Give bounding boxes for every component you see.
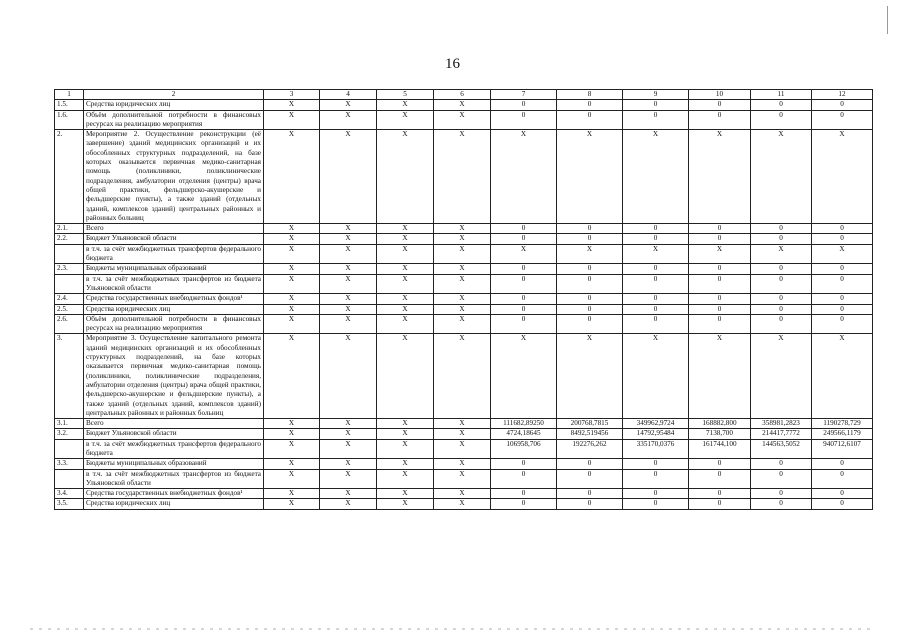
value-cell: 940712,6107 <box>812 439 873 459</box>
table-row <box>55 244 873 264</box>
value-cell: X <box>689 130 751 224</box>
row-number-cell: 2.4. <box>55 294 84 304</box>
row-name-cell: в т.ч. за счёт межбюджетных трансфертов из бюджета Ульяновской области <box>84 469 264 489</box>
value-cell: 0 <box>751 224 812 234</box>
value-cell: X <box>264 439 320 459</box>
value-cell: X <box>320 294 377 304</box>
value-cell: 0 <box>557 294 623 304</box>
table-row <box>55 234 873 244</box>
value-cell: X <box>377 130 434 224</box>
value-cell: 0 <box>623 110 689 130</box>
value-cell: 0 <box>812 224 873 234</box>
column-number-cell: 8 <box>557 90 623 100</box>
value-cell: X <box>377 419 434 429</box>
column-number-cell: 10 <box>689 90 751 100</box>
value-cell: 161744,100 <box>689 439 751 459</box>
value-cell: X <box>377 469 434 489</box>
value-cell: X <box>377 234 434 244</box>
row-name-cell: Бюджет Ульяновской области <box>84 429 264 439</box>
value-cell: X <box>751 244 812 264</box>
value-cell: X <box>434 429 491 439</box>
value-cell: X <box>491 244 557 264</box>
row-name-cell: Средства юридических лиц <box>84 100 264 110</box>
value-cell: X <box>264 224 320 234</box>
value-cell: 358981,2823 <box>751 419 812 429</box>
column-number-cell: 5 <box>377 90 434 100</box>
value-cell: 0 <box>812 264 873 274</box>
value-cell: 0 <box>623 499 689 509</box>
value-cell: 7138,700 <box>689 429 751 439</box>
value-cell: 0 <box>491 224 557 234</box>
row-number-cell: 3.4. <box>55 489 84 499</box>
value-cell: X <box>264 314 320 334</box>
value-cell: X <box>434 234 491 244</box>
value-cell: 0 <box>751 314 812 334</box>
value-cell: X <box>377 110 434 130</box>
row-number-cell <box>55 439 84 459</box>
value-cell: X <box>377 439 434 459</box>
row-name-cell: Всего <box>84 224 264 234</box>
value-cell: X <box>320 459 377 469</box>
value-cell: X <box>751 334 812 419</box>
value-cell: X <box>434 469 491 489</box>
value-cell: 335170,0376 <box>623 439 689 459</box>
value-cell: X <box>377 334 434 419</box>
row-number-cell: 2.3. <box>55 264 84 274</box>
value-cell: X <box>557 334 623 419</box>
value-cell: X <box>264 499 320 509</box>
value-cell: 0 <box>751 294 812 304</box>
row-number-cell: 3.1. <box>55 419 84 429</box>
value-cell: 0 <box>491 294 557 304</box>
value-cell: 192276,262 <box>557 439 623 459</box>
value-cell: 0 <box>751 459 812 469</box>
table-row <box>55 224 873 234</box>
value-cell: 0 <box>751 100 812 110</box>
value-cell: X <box>264 429 320 439</box>
value-cell: 0 <box>812 459 873 469</box>
table-row <box>55 130 873 224</box>
value-cell: 0 <box>623 264 689 274</box>
value-cell: X <box>434 274 491 294</box>
row-number-cell <box>55 469 84 489</box>
value-cell: 0 <box>751 234 812 244</box>
value-cell: 0 <box>491 100 557 110</box>
value-cell: 0 <box>751 499 812 509</box>
value-cell: 0 <box>751 489 812 499</box>
value-cell: 0 <box>557 100 623 110</box>
table-row <box>55 334 873 419</box>
row-number-cell: 2.6. <box>55 314 84 334</box>
value-cell: 0 <box>689 234 751 244</box>
value-cell: 0 <box>623 469 689 489</box>
value-cell: X <box>434 314 491 334</box>
table-row <box>55 419 873 429</box>
row-name-cell: Мероприятие 2. Осуществление реконструкции (её завершение) зданий медицинских организаций и их обособленных структурных подразделений, на базе которых оказывается первичная медико-санитарная помощь (поликлиники, поликлинические подразделения, амбулатории отделения (центры) врача общей практики, фельдшерско-акушерские и фельдшерские пункты), а также зданий (отдельных зданий, комплексов зданий) центральных районных и районных больниц <box>84 130 264 224</box>
row-name-cell: в т.ч. за счёт межбюджетных трансфертов федерального бюджета <box>84 244 264 264</box>
page-number: 16 <box>445 56 460 72</box>
value-cell: 0 <box>491 459 557 469</box>
row-name-cell: Мероприятие 3. Осуществление капитального ремонта зданий медицинских организаций и их обособленных структурных подразделений, на базе которых оказывается первичная медико-санитарная помощь (поликлиники, поликлинические подразделения, амбулатории отделения (центры) врача общей практики, фельдшерско-акушерские и фельдшерские пункты), а также зданий (отдельных зданий, комплексов зданий) центральных районных и районных больниц <box>84 334 264 419</box>
value-cell: 111682,89250 <box>491 419 557 429</box>
value-cell: X <box>320 274 377 294</box>
value-cell: X <box>812 244 873 264</box>
value-cell: 0 <box>557 314 623 334</box>
value-cell: X <box>320 314 377 334</box>
value-cell: X <box>264 419 320 429</box>
value-cell: X <box>623 334 689 419</box>
value-cell: X <box>264 234 320 244</box>
column-number-cell: 12 <box>812 90 873 100</box>
value-cell: 0 <box>491 469 557 489</box>
value-cell: X <box>623 130 689 224</box>
value-cell: 0 <box>812 110 873 130</box>
column-number-cell: 11 <box>751 90 812 100</box>
value-cell: 0 <box>812 274 873 294</box>
value-cell: X <box>434 334 491 419</box>
value-cell: X <box>812 130 873 224</box>
value-cell: X <box>434 499 491 509</box>
value-cell: X <box>434 294 491 304</box>
value-cell: X <box>557 244 623 264</box>
value-cell: 0 <box>812 304 873 314</box>
value-cell: 0 <box>751 264 812 274</box>
value-cell: X <box>377 224 434 234</box>
value-cell: 0 <box>623 314 689 334</box>
value-cell: 0 <box>623 224 689 234</box>
value-cell: X <box>264 274 320 294</box>
scan-artifact-line <box>30 628 875 630</box>
value-cell: X <box>434 264 491 274</box>
value-cell: 0 <box>623 304 689 314</box>
value-cell: 0 <box>491 110 557 130</box>
value-cell: 168882,800 <box>689 419 751 429</box>
row-name-cell: Средства государственных внебюджетных фондов¹ <box>84 489 264 499</box>
value-cell: X <box>264 110 320 130</box>
row-name-cell: Объём дополнительной потребности в финансовых ресурсах на реализацию мероприятия <box>84 110 264 130</box>
row-number-cell: 1.5. <box>55 100 84 110</box>
value-cell: 0 <box>623 294 689 304</box>
value-cell: 0 <box>557 274 623 294</box>
value-cell: 0 <box>491 304 557 314</box>
value-cell: 0 <box>557 224 623 234</box>
value-cell: X <box>491 130 557 224</box>
value-cell: X <box>434 100 491 110</box>
value-cell: X <box>377 244 434 264</box>
value-cell: X <box>434 224 491 234</box>
value-cell: 0 <box>751 304 812 314</box>
value-cell: 0 <box>557 489 623 499</box>
value-cell: 0 <box>751 274 812 294</box>
row-number-cell <box>55 244 84 264</box>
value-cell: X <box>377 304 434 314</box>
value-cell: X <box>434 110 491 130</box>
value-cell: X <box>434 439 491 459</box>
value-cell: 0 <box>689 489 751 499</box>
row-number-cell: 3. <box>55 334 84 419</box>
value-cell: 214417,7772 <box>751 429 812 439</box>
value-cell: X <box>434 489 491 499</box>
row-name-cell: Бюджеты муниципальных образований <box>84 264 264 274</box>
row-number-cell: 1.6. <box>55 110 84 130</box>
value-cell: X <box>320 110 377 130</box>
row-number-cell: 3.3. <box>55 459 84 469</box>
value-cell: X <box>689 334 751 419</box>
value-cell: 0 <box>812 489 873 499</box>
value-cell: X <box>377 429 434 439</box>
value-cell: 0 <box>689 264 751 274</box>
column-number-cell: 9 <box>623 90 689 100</box>
value-cell: X <box>320 244 377 264</box>
value-cell: 0 <box>623 234 689 244</box>
row-name-cell: Средства государственных внебюджетных фондов¹ <box>84 294 264 304</box>
row-name-cell: Средства юридических лиц <box>84 499 264 509</box>
table-row <box>55 304 873 314</box>
value-cell: X <box>264 130 320 224</box>
table-row <box>55 100 873 110</box>
value-cell: X <box>320 439 377 459</box>
value-cell: X <box>623 244 689 264</box>
value-cell: X <box>434 459 491 469</box>
value-cell: X <box>264 100 320 110</box>
value-cell: X <box>320 224 377 234</box>
value-cell: X <box>689 244 751 264</box>
value-cell: 0 <box>689 294 751 304</box>
row-name-cell: Средства юридических лиц <box>84 304 264 314</box>
row-name-cell: в т.ч. за счёт межбюджетных трансфертов федерального бюджета <box>84 439 264 459</box>
table-row <box>55 459 873 469</box>
value-cell: X <box>264 304 320 314</box>
column-number-cell: 2 <box>84 90 264 100</box>
value-cell: X <box>377 499 434 509</box>
table-row <box>55 439 873 459</box>
value-cell: X <box>812 334 873 419</box>
value-cell: 0 <box>557 304 623 314</box>
value-cell: X <box>320 304 377 314</box>
value-cell: 0 <box>623 489 689 499</box>
row-name-cell: Бюджеты муниципальных образований <box>84 459 264 469</box>
value-cell: 0 <box>557 469 623 489</box>
value-cell: 0 <box>689 100 751 110</box>
value-cell: 144563,5052 <box>751 439 812 459</box>
row-number-cell: 3.5. <box>55 499 84 509</box>
table-row <box>55 264 873 274</box>
value-cell: X <box>377 294 434 304</box>
value-cell: X <box>320 100 377 110</box>
value-cell: X <box>264 264 320 274</box>
table-row <box>55 499 873 509</box>
value-cell: X <box>320 499 377 509</box>
table-row <box>55 274 873 294</box>
value-cell: 0 <box>689 469 751 489</box>
value-cell: 349962,9724 <box>623 419 689 429</box>
value-cell: 0 <box>812 469 873 489</box>
column-number-cell: 3 <box>264 90 320 100</box>
value-cell: X <box>751 130 812 224</box>
value-cell: 0 <box>689 224 751 234</box>
table-row <box>55 469 873 489</box>
value-cell: X <box>377 489 434 499</box>
value-cell: 0 <box>623 459 689 469</box>
value-cell: X <box>320 489 377 499</box>
value-cell: X <box>320 429 377 439</box>
table-row <box>55 314 873 334</box>
value-cell: 0 <box>557 110 623 130</box>
value-cell: 0 <box>491 264 557 274</box>
value-cell: X <box>377 100 434 110</box>
value-cell: 0 <box>689 110 751 130</box>
value-cell: 1190278,729 <box>812 419 873 429</box>
value-cell: X <box>320 469 377 489</box>
value-cell: 4724,18645 <box>491 429 557 439</box>
value-cell: X <box>320 234 377 244</box>
value-cell: 0 <box>689 274 751 294</box>
value-cell: 0 <box>557 459 623 469</box>
column-number-cell: 7 <box>491 90 557 100</box>
value-cell: X <box>434 130 491 224</box>
value-cell: X <box>264 489 320 499</box>
value-cell: 8492,519456 <box>557 429 623 439</box>
value-cell: X <box>264 244 320 264</box>
table-row <box>55 489 873 499</box>
value-cell: 0 <box>812 234 873 244</box>
value-cell: 0 <box>812 499 873 509</box>
column-number-cell: 1 <box>55 90 84 100</box>
value-cell: 0 <box>812 294 873 304</box>
column-number-cell: 4 <box>320 90 377 100</box>
value-cell: X <box>264 294 320 304</box>
value-cell: X <box>264 469 320 489</box>
value-cell: 249566,1179 <box>812 429 873 439</box>
value-cell: 0 <box>491 499 557 509</box>
row-number-cell <box>55 274 84 294</box>
row-number-cell: 2.2. <box>55 234 84 244</box>
value-cell: 0 <box>557 499 623 509</box>
table-row <box>55 294 873 304</box>
table-row <box>55 429 873 439</box>
row-number-cell: 2. <box>55 130 84 224</box>
value-cell: 0 <box>491 234 557 244</box>
table-body <box>55 90 873 510</box>
value-cell: X <box>320 419 377 429</box>
value-cell: X <box>491 334 557 419</box>
value-cell: 0 <box>689 459 751 469</box>
value-cell: X <box>557 130 623 224</box>
value-cell: X <box>264 459 320 469</box>
value-cell: X <box>320 334 377 419</box>
value-cell: 0 <box>689 304 751 314</box>
value-cell: X <box>320 130 377 224</box>
value-cell: X <box>434 244 491 264</box>
scan-edge-mark <box>887 6 891 34</box>
value-cell: 0 <box>812 100 873 110</box>
row-number-cell: 2.5. <box>55 304 84 314</box>
value-cell: X <box>264 334 320 419</box>
row-number-cell: 2.1. <box>55 224 84 234</box>
value-cell: X <box>377 274 434 294</box>
value-cell: 0 <box>491 314 557 334</box>
value-cell: 14792,95484 <box>623 429 689 439</box>
row-name-cell: Всего <box>84 419 264 429</box>
value-cell: X <box>434 419 491 429</box>
value-cell: X <box>377 459 434 469</box>
value-cell: X <box>320 264 377 274</box>
column-number-row <box>55 90 873 100</box>
value-cell: 0 <box>812 314 873 334</box>
financing-table <box>54 89 873 510</box>
value-cell: 0 <box>491 274 557 294</box>
value-cell: 0 <box>491 489 557 499</box>
row-name-cell: в т.ч. за счёт межбюджетных трансфертов из бюджета Ульяновской области <box>84 274 264 294</box>
value-cell: 106958,706 <box>491 439 557 459</box>
row-name-cell: Объём дополнительной потребности в финансовых ресурсах на реализацию мероприятия <box>84 314 264 334</box>
value-cell: 200768,7815 <box>557 419 623 429</box>
table-row <box>55 110 873 130</box>
value-cell: 0 <box>557 234 623 244</box>
value-cell: X <box>377 264 434 274</box>
value-cell: X <box>377 314 434 334</box>
value-cell: 0 <box>751 469 812 489</box>
value-cell: 0 <box>751 110 812 130</box>
value-cell: 0 <box>623 100 689 110</box>
value-cell: X <box>434 304 491 314</box>
value-cell: 0 <box>557 264 623 274</box>
value-cell: 0 <box>623 274 689 294</box>
value-cell: 0 <box>689 314 751 334</box>
column-number-cell: 6 <box>434 90 491 100</box>
row-number-cell: 3.2. <box>55 429 84 439</box>
value-cell: 0 <box>689 499 751 509</box>
row-name-cell: Бюджет Ульяновской области <box>84 234 264 244</box>
